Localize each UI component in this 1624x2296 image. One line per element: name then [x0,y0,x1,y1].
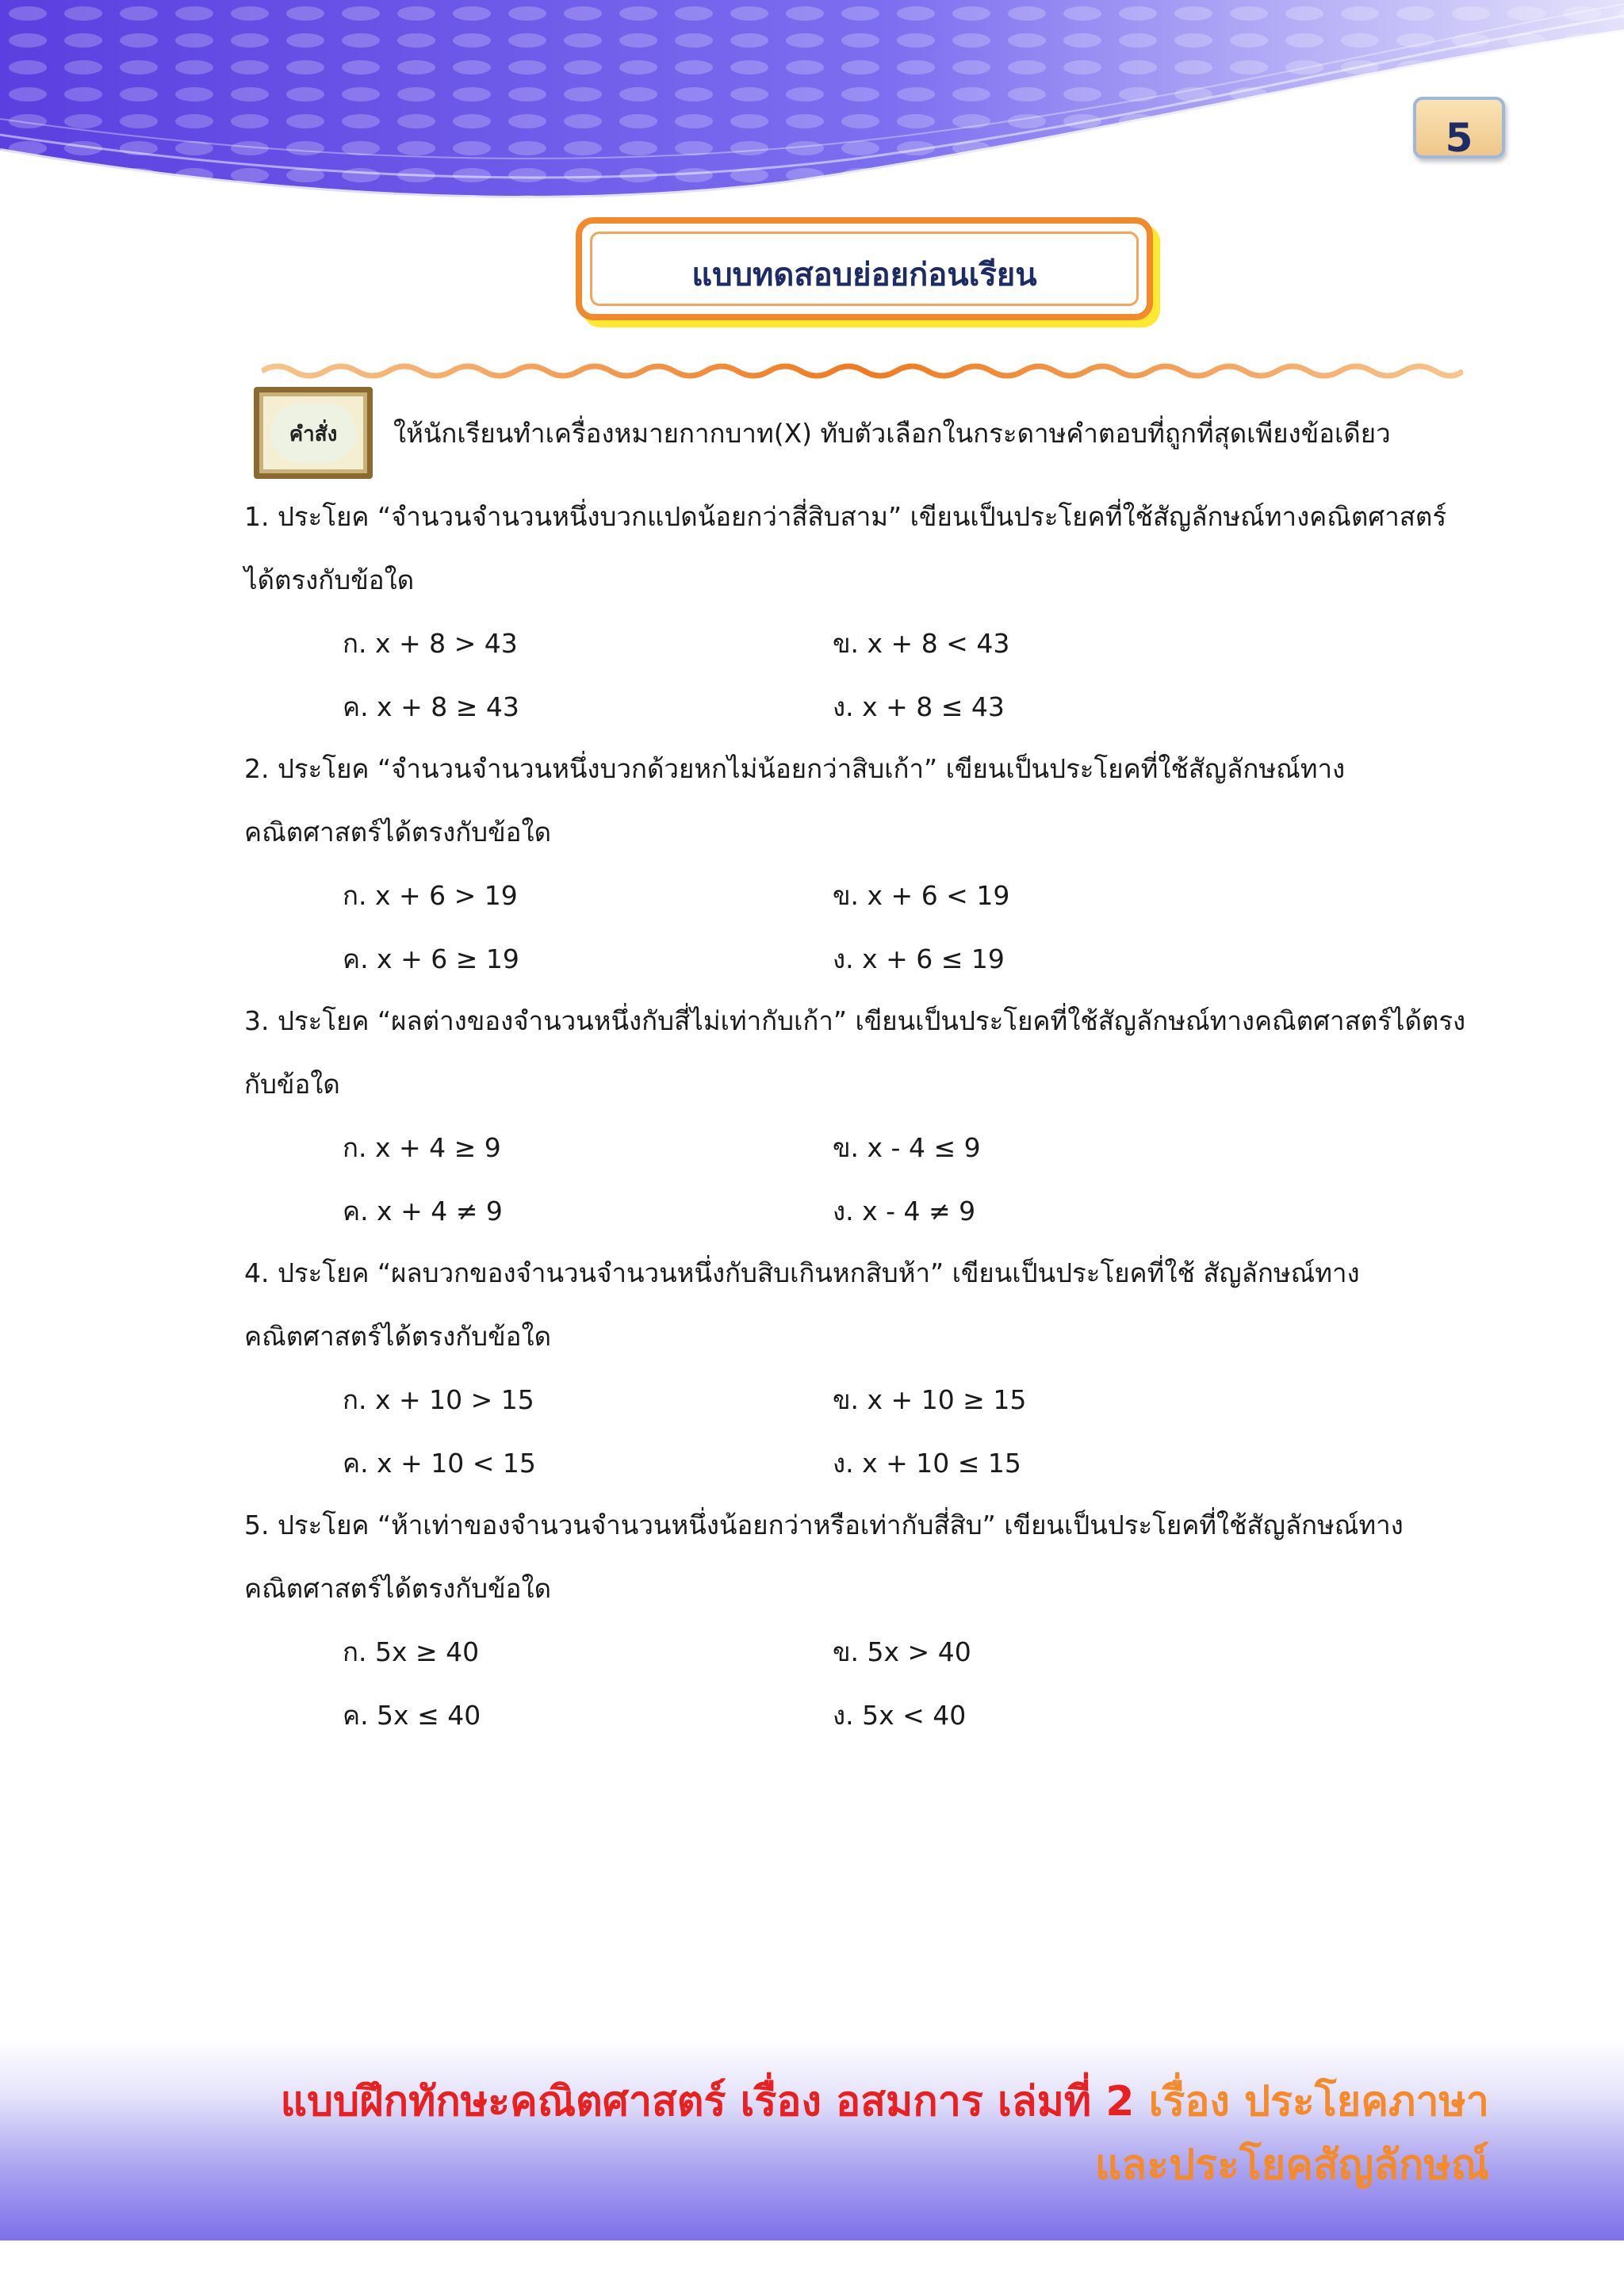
question-3-text-line1: 3. ประโยค “ผลต่างของจำนวนหนึ่งกับสี่ไม่เท่ากับเก้า” เขียนเป็นประโยคที่ใช้สัญลักษณ์ทางคณิตศาสตร์ได้ตรง [244,1005,1466,1036]
question-1-text-line1: 1. ประโยค “จำนวนจำนวนหนึ่งบวกแปดน้อยกว่าสี่สิบสาม” เขียนเป็นประโยคที่ใช้สัญลักษณ์ทางคณิตศาสตร์ [244,501,1447,532]
question-2-text-line1: 2. ประโยค “จำนวนจำนวนหนึ่งบวกด้วยหกไม่น้อยกว่าสิบเก้า” เขียนเป็นประโยคที่ใช้สัญลักษณ์ทาง [244,753,1346,784]
question-2-options [244,864,1497,991]
question-3-option-d: ง. x - 4 ≠ 9 [833,1196,976,1226]
question-5-options [244,1621,1497,1747]
footer-book-title: แบบฝึกทักษะคณิตศาสตร์ เรื่อง อสมการ เล่มที่ 2 [280,2078,1135,2126]
question-4-option-a: ก. x + 10 > 15 [343,1384,534,1415]
question-3-options [244,1116,1497,1243]
question-5-text-line1: 5. ประโยค “ห้าเท่าของจำนวนจำนวนหนึ่งน้อยกว่าหรือเท่ากับสี่สิบ” เขียนเป็นประโยคที่ใช้สัญลักษณ์ทาง [244,1510,1404,1540]
question-1-option-c: ค. x + 8 ≥ 43 [343,691,519,722]
question-2-option-a: ก. x + 6 > 19 [343,880,518,911]
page-title: แบบทดสอบย่อยก่อนเรียน [691,257,1037,293]
question-5-option-d: ง. 5x < 40 [833,1700,967,1731]
footer-topic-part1: เรื่อง ประโยคภาษา [1148,2078,1489,2126]
wavy-divider [262,362,1463,381]
instruction-badge [254,387,373,479]
question-5-option-b: ข. 5x > 40 [833,1636,971,1667]
question-1-text-line2: ได้ตรงกับข้อใด [244,564,415,595]
question-5 [244,1494,1497,1747]
question-3-option-c: ค. x + 4 ≠ 9 [343,1196,503,1226]
question-4-options [244,1368,1497,1495]
question-1-options [244,612,1497,739]
question-2-option-b: ข. x + 6 < 19 [833,880,1010,911]
question-4-text-line1: 4. ประโยค “ผลบวกของจำนวนจำนวนหนึ่งกับสิบเกินหกสิบห้า” เขียนเป็นประโยคที่ใช้ สัญลักษณ์ทาง [244,1257,1360,1288]
question-5-text-line2: คณิตศาสตร์ได้ตรงกับข้อใด [244,1573,552,1604]
title-box [576,217,1153,320]
footer-title-line1 [281,2068,1489,2133]
question-4-option-b: ข. x + 10 ≥ 15 [833,1384,1027,1415]
question-4-text-line2: คณิตศาสตร์ได้ตรงกับข้อใด [244,1321,552,1352]
instruction-badge-label: คำสั่ง [289,423,338,446]
page-number: 5 [1445,115,1473,159]
question-4-option-d: ง. x + 10 ≤ 15 [833,1448,1021,1479]
page-number-tab [1413,97,1505,159]
question-1-option-d: ง. x + 8 ≤ 43 [833,691,1005,722]
question-3-text-line2: กับข้อใด [244,1069,340,1100]
question-1-option-b: ข. x + 8 < 43 [833,628,1010,659]
question-4-option-c: ค. x + 10 < 15 [343,1448,536,1479]
question-1 [244,485,1497,739]
question-3-option-b: ข. x - 4 ≤ 9 [833,1132,981,1163]
question-5-option-c: ค. 5x ≤ 40 [343,1700,481,1731]
instruction-text: ให้นักเรียนทำเครื่องหมายกากบาท(X) ทับตัวเลือกในกระดาษคำตอบที่ถูกที่สุดเพียงข้อเดียว [393,418,1391,449]
question-1-option-a: ก. x + 8 > 43 [343,628,518,659]
header-wave-decoration [0,0,1624,214]
question-3-option-a: ก. x + 4 ≥ 9 [343,1132,501,1163]
question-2-text-line2: คณิตศาสตร์ได้ตรงกับข้อใด [244,817,552,848]
footer-topic-part2: และประโยคสัญลักษณ์ [1094,2141,1489,2189]
question-2-option-c: ค. x + 6 ≥ 19 [343,943,519,974]
question-3 [244,989,1497,1243]
question-4 [244,1242,1497,1495]
question-2-option-d: ง. x + 6 ≤ 19 [833,943,1005,974]
question-2 [244,737,1497,991]
question-5-option-a: ก. 5x ≥ 40 [343,1636,480,1667]
